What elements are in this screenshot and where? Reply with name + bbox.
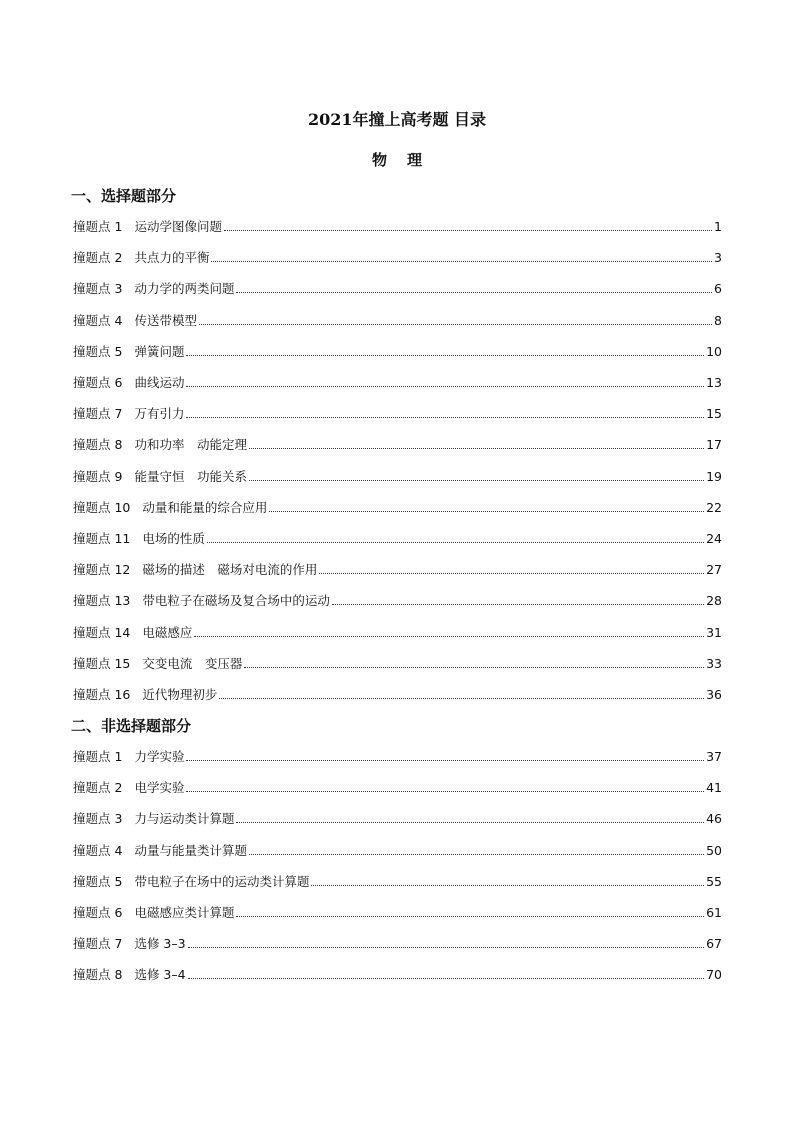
toc-entry-title: 动力学的两类问题 bbox=[134, 281, 235, 297]
toc-entry[interactable] bbox=[73, 591, 722, 611]
toc-dot-leader bbox=[186, 790, 704, 792]
toc-entry-title: 电学实验 bbox=[134, 780, 185, 796]
toc-dot-leader bbox=[186, 354, 704, 356]
toc-entry-page: 15 bbox=[706, 406, 722, 422]
toc-entry-page: 28 bbox=[706, 593, 722, 609]
toc-entry-page: 8 bbox=[714, 312, 722, 328]
toc-entry-title: 万有引力 bbox=[134, 406, 185, 422]
toc-entry-number: 撞题点 9 bbox=[73, 468, 123, 484]
toc-entry-page: 19 bbox=[706, 468, 722, 484]
toc-entry-number: 撞题点 2 bbox=[73, 250, 123, 266]
toc-entry-number: 撞题点 8 bbox=[73, 437, 123, 453]
toc-entry-title: 能量守恒 功能关系 bbox=[134, 468, 247, 484]
toc-dot-leader bbox=[186, 416, 704, 418]
toc-entry-number: 撞题点 4 bbox=[73, 312, 123, 328]
toc-dot-leader bbox=[236, 821, 704, 823]
toc-entry-number: 撞题点 3 bbox=[73, 811, 123, 827]
toc-dot-leader bbox=[211, 260, 712, 262]
toc-entry[interactable] bbox=[73, 467, 722, 487]
toc-entry-title: 带电粒子在场中的运动类计算题 bbox=[134, 873, 310, 889]
toc-entry-page: 50 bbox=[706, 842, 722, 858]
toc-dot-leader bbox=[207, 541, 704, 543]
toc-entry[interactable] bbox=[73, 279, 722, 299]
toc-entry-page: 13 bbox=[706, 375, 722, 390]
toc-entry[interactable] bbox=[73, 623, 722, 643]
section-heading: 一、选择题部分 bbox=[71, 187, 177, 205]
toc-entry[interactable] bbox=[73, 435, 722, 455]
toc-entry-page: 6 bbox=[714, 281, 722, 297]
toc-dot-leader bbox=[311, 884, 704, 886]
toc-entry-number: 撞题点 6 bbox=[73, 905, 123, 920]
toc-entry-number: 撞题点 7 bbox=[73, 936, 123, 952]
toc-entry-page: 27 bbox=[706, 562, 722, 578]
toc-entry[interactable] bbox=[73, 560, 722, 580]
toc-entry-title: 带电粒子在磁场及复合场中的运动 bbox=[142, 593, 330, 609]
toc-entry-page: 67 bbox=[706, 936, 722, 952]
toc-entry-page: 41 bbox=[706, 780, 722, 796]
toc-dot-leader bbox=[319, 572, 704, 574]
toc-dot-leader bbox=[249, 447, 704, 449]
toc-dot-leader bbox=[269, 510, 704, 512]
toc-entry-page: 36 bbox=[706, 687, 722, 702]
toc-entry-page: 3 bbox=[714, 250, 722, 266]
toc-dot-leader bbox=[224, 229, 712, 231]
toc-entry-page: 22 bbox=[706, 499, 722, 515]
toc-entry[interactable] bbox=[73, 809, 722, 829]
toc-entry[interactable] bbox=[73, 841, 722, 861]
toc-entry[interactable] bbox=[73, 965, 722, 985]
toc-entry-page: 37 bbox=[706, 749, 722, 764]
toc-entry-title: 共点力的平衡 bbox=[134, 250, 210, 266]
toc-entry-title: 电场的性质 bbox=[142, 531, 205, 546]
toc-entry-number: 撞题点 12 bbox=[73, 562, 131, 578]
toc-entry[interactable] bbox=[73, 529, 722, 549]
toc-entry-title: 动量和能量的综合应用 bbox=[142, 499, 268, 515]
toc-dot-leader bbox=[249, 853, 704, 855]
toc-entry[interactable] bbox=[73, 778, 722, 798]
toc-entry[interactable] bbox=[73, 248, 722, 268]
toc-entry-number: 撞题点 5 bbox=[73, 343, 123, 359]
toc-entry-page: 10 bbox=[706, 343, 722, 359]
toc-entry[interactable] bbox=[73, 747, 722, 767]
toc-entry-page: 33 bbox=[706, 655, 722, 671]
toc-entry-number: 撞题点 14 bbox=[73, 624, 131, 640]
toc-entry-title: 电磁感应类计算题 bbox=[134, 905, 235, 920]
toc-entry-page: 70 bbox=[706, 967, 722, 983]
toc-entry-title: 曲线运动 bbox=[134, 375, 185, 390]
toc-entry-number: 撞题点 13 bbox=[73, 593, 131, 609]
toc-dot-leader bbox=[188, 946, 705, 948]
toc-dot-leader bbox=[244, 666, 704, 668]
toc-entry-title: 弹簧问题 bbox=[134, 343, 185, 359]
toc-entry[interactable] bbox=[73, 903, 722, 923]
toc-entry-title: 近代物理初步 bbox=[142, 687, 218, 702]
toc-entry-number: 撞题点 3 bbox=[73, 281, 123, 297]
toc-entry-number: 撞题点 5 bbox=[73, 873, 123, 889]
toc-entry-title: 力与运动类计算题 bbox=[134, 811, 235, 827]
toc-entry[interactable] bbox=[73, 934, 722, 954]
subject-heading: 物理 bbox=[371, 151, 442, 169]
toc-entry-page: 24 bbox=[706, 531, 722, 546]
toc-entry-title: 电磁感应 bbox=[142, 624, 193, 640]
toc-dot-leader bbox=[236, 291, 712, 293]
toc-entry-number: 撞题点 2 bbox=[73, 780, 123, 796]
toc-entry-title: 磁场的描述 磁场对电流的作用 bbox=[142, 562, 318, 578]
page-title: 2021年撞上高考题 目录 bbox=[307, 110, 487, 129]
toc-dot-leader bbox=[194, 635, 704, 637]
toc-entry-title: 选修 3–3 bbox=[134, 936, 186, 952]
toc-entry-page: 31 bbox=[706, 624, 722, 640]
toc-dot-leader bbox=[188, 977, 705, 979]
toc-entry-title: 功和功率 动能定理 bbox=[134, 437, 247, 453]
toc-entry-number: 撞题点 7 bbox=[73, 406, 123, 422]
toc-dot-leader bbox=[219, 697, 704, 699]
toc-entry-page: 1 bbox=[714, 219, 722, 234]
toc-entry-number: 撞题点 10 bbox=[73, 499, 131, 515]
toc-dot-leader bbox=[199, 323, 712, 325]
toc-entry[interactable] bbox=[73, 373, 722, 393]
toc-entry-title: 传送带模型 bbox=[134, 312, 197, 328]
toc-dot-leader bbox=[186, 385, 704, 387]
toc-entry-title: 力学实验 bbox=[134, 749, 185, 764]
toc-entry-title: 运动学图像问题 bbox=[134, 219, 222, 234]
toc-entry-page: 46 bbox=[706, 811, 722, 827]
toc-entry-number: 撞题点 11 bbox=[73, 531, 131, 546]
toc-entry-number: 撞题点 8 bbox=[73, 967, 123, 983]
toc-entry[interactable] bbox=[73, 311, 722, 331]
toc-entry[interactable] bbox=[73, 404, 722, 424]
toc-entry-number: 撞题点 15 bbox=[73, 655, 131, 671]
toc-dot-leader bbox=[186, 759, 704, 761]
toc-entry[interactable] bbox=[73, 685, 722, 705]
toc-entry-number: 撞题点 1 bbox=[73, 749, 123, 764]
toc-entry-title: 动量与能量类计算题 bbox=[134, 842, 247, 858]
toc-entry-number: 撞题点 16 bbox=[73, 687, 131, 702]
toc-entry-number: 撞题点 4 bbox=[73, 842, 123, 858]
toc-entry-title: 选修 3–4 bbox=[134, 967, 186, 983]
toc-entry[interactable] bbox=[73, 217, 722, 237]
toc-dot-leader bbox=[332, 603, 704, 605]
toc-entry-title: 交变电流 变压器 bbox=[142, 655, 243, 671]
toc-entry-page: 55 bbox=[706, 873, 722, 889]
toc-entry[interactable] bbox=[73, 498, 722, 518]
toc-entry-number: 撞题点 1 bbox=[73, 219, 123, 234]
toc-entry[interactable] bbox=[73, 654, 722, 674]
toc-entry-number: 撞题点 6 bbox=[73, 375, 123, 390]
toc-entry[interactable] bbox=[73, 342, 722, 362]
toc-dot-leader bbox=[236, 915, 704, 917]
section-heading: 二、非选择题部分 bbox=[71, 717, 192, 735]
toc-entry-page: 61 bbox=[706, 905, 722, 920]
toc-entry[interactable] bbox=[73, 872, 722, 892]
toc-dot-leader bbox=[249, 479, 704, 481]
toc-entry-page: 17 bbox=[706, 437, 722, 453]
